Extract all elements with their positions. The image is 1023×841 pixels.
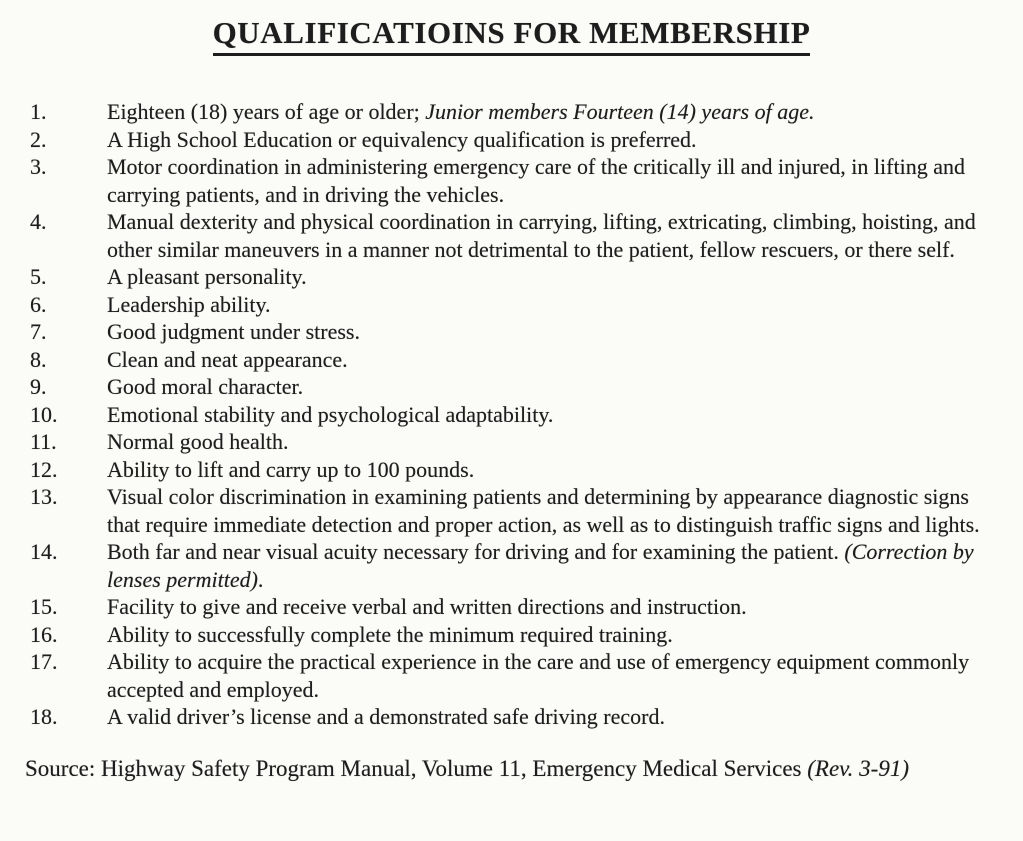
list-item-text (107, 428, 983, 456)
page-title: QUALIFICATIOINS FOR MEMBERSHIP (213, 14, 811, 56)
list-item-text (107, 346, 983, 374)
list-item (0, 621, 1023, 649)
list-item-number: 2. (30, 126, 47, 152)
list-item-text (107, 126, 983, 154)
list-item-number: 13. (30, 484, 58, 509)
source-line (0, 755, 1023, 783)
text-segment: Visual color discrimination in examining patients and determining by appearance diagnostic signs that require immediate detection and proper action, as well as to distinguish traffic signs and lights. (107, 484, 980, 537)
text-segment: Normal good health. (107, 429, 289, 454)
list-item-text (107, 593, 983, 621)
list-item-text (107, 401, 983, 429)
list-item (0, 373, 1023, 401)
text-segment: Good judgment under stress. (107, 319, 360, 344)
italic-text-segment: Junior members Fourteen (14) years of age. (425, 99, 815, 124)
text-segment: Good moral character. (107, 374, 304, 399)
list-item-number: 15. (30, 594, 58, 619)
list-item (0, 153, 1023, 208)
list-item (0, 401, 1023, 429)
list-item-text (107, 621, 983, 649)
text-segment: Source: Highway Safety Program Manual, Volume 11, Emergency Medical Services (25, 755, 808, 781)
list-item-text (107, 456, 983, 484)
text-segment: Both far and near visual acuity necessary for driving and for examining the patient. (107, 539, 845, 564)
list-item-number: 7. (30, 319, 47, 344)
text-segment: Ability to lift and carry up to 100 pounds. (107, 456, 475, 482)
list-item-number: 6. (30, 291, 47, 317)
text-segment: Ability to successfully complete the minimum required training. (107, 621, 673, 647)
list-item-text (107, 483, 983, 538)
list-item-number: 1. (30, 99, 47, 124)
list-item-text (107, 263, 983, 291)
list-item (0, 263, 1023, 291)
list-item-text (107, 291, 983, 319)
list-item-number: 12. (30, 456, 58, 482)
list-item-text (107, 373, 983, 401)
italic-text-segment: (Correction by lenses permitted) (107, 539, 974, 592)
list-item-text (107, 153, 983, 208)
title-wrap (0, 0, 1023, 56)
text-segment: Manual dexterity and physical coordination in carrying, lifting, extricating, climbing, hoisting, and other similar maneuvers in a manner not detrimental to the patient, fellow rescuers, or there self. (107, 209, 976, 262)
list-item-number: 16. (30, 621, 58, 647)
list-item (0, 456, 1023, 484)
text-segment: Ability to acquire the practical experience in the care and use of emergency equipment commonly accepted and employed. (107, 649, 970, 702)
list-item-number: 18. (30, 704, 58, 729)
list-item-number: 8. (30, 346, 47, 372)
list-item (0, 291, 1023, 319)
list-item (0, 346, 1023, 374)
list-item (0, 648, 1023, 703)
text-segment: Clean and neat appearance. (107, 346, 348, 372)
list-item (0, 98, 1023, 126)
text-segment: A High School Education or equivalency qualification is preferred. (107, 126, 697, 152)
list-item-number: 9. (30, 374, 47, 399)
list-item-number: 17. (30, 649, 58, 674)
list-item-text (107, 318, 983, 346)
list-item (0, 703, 1023, 731)
text-segment: A pleasant personality. (107, 264, 307, 289)
list-item (0, 483, 1023, 538)
qualifications-list (0, 98, 1023, 731)
list-item-text (107, 703, 983, 731)
list-item (0, 126, 1023, 154)
list-item-text (107, 208, 983, 263)
list-item (0, 318, 1023, 346)
text-segment: Motor coordination in administering emergency care of the critically ill and injured, in lifting and carrying patients, and in driving the vehicles. (107, 154, 965, 207)
list-item-text (107, 98, 983, 126)
list-item-number: 11. (30, 429, 57, 454)
list-item (0, 208, 1023, 263)
text-segment: Leadership ability. (107, 291, 271, 317)
text-segment: Emotional stability and psychological adaptability. (107, 401, 554, 427)
list-item (0, 593, 1023, 621)
text-segment: A valid driver’s license and a demonstrated safe driving record. (107, 704, 665, 729)
text-segment: Eighteen (18) years of age or older; (107, 99, 426, 124)
list-item (0, 538, 1023, 593)
list-item-number: 3. (30, 154, 47, 179)
list-item-text (107, 538, 983, 593)
italic-text-segment: (Rev. 3-91) (807, 755, 909, 781)
list-item-number: 14. (30, 539, 58, 564)
list-item (0, 428, 1023, 456)
text-segment: . (257, 566, 264, 592)
text-segment: Facility to give and receive verbal and written directions and instruction. (107, 594, 747, 619)
list-item-number: 4. (30, 209, 47, 234)
list-item-number: 10. (30, 401, 58, 427)
list-item-text (107, 648, 983, 703)
list-item-number: 5. (30, 264, 47, 289)
